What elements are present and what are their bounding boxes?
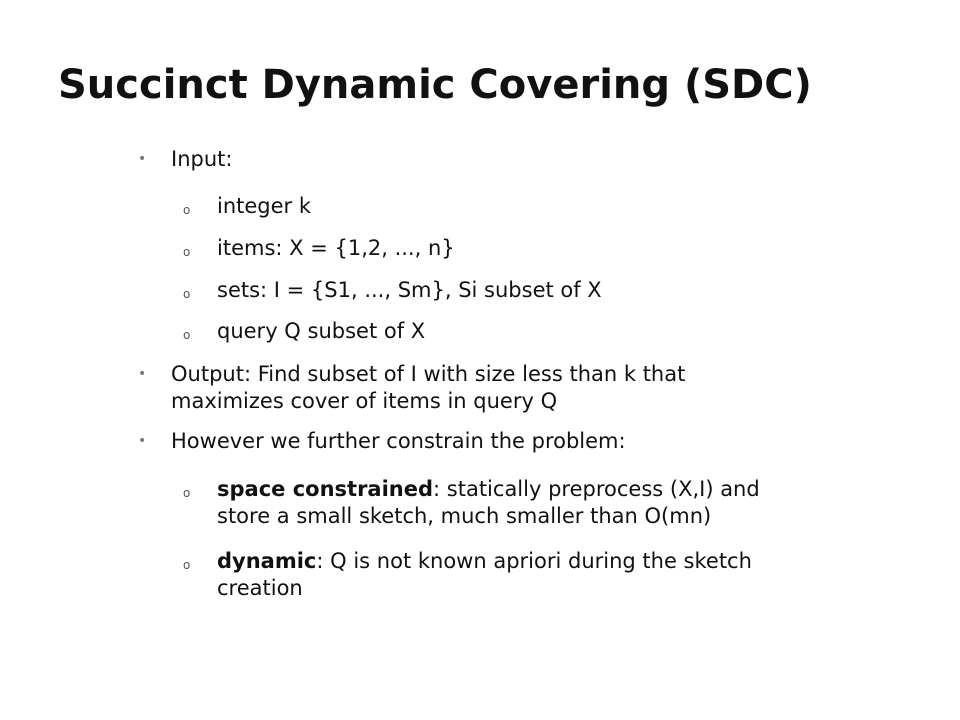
bullet-output-line1: Output: Find subset of I with size less than k that <box>171 362 686 386</box>
sub-bullet-dynamic <box>138 548 838 602</box>
sub-bullet-sets <box>138 277 838 304</box>
bullet-output <box>138 361 838 415</box>
dynamic-line2: creation <box>217 576 303 600</box>
sub-bullet-text: sets: I = {S1, ..., Sm}, Si subset of X <box>217 278 602 302</box>
sub-bullet-circle-icon: o <box>183 558 191 572</box>
space-constrained-line2: store a small sketch, much smaller than O(mn) <box>217 504 712 528</box>
sub-bullet-items <box>138 235 838 262</box>
bullet-however-text: However we further constrain the problem: <box>171 429 626 453</box>
slide-title: Succinct Dynamic Covering (SDC) <box>58 62 812 108</box>
sub-bullet-circle-icon: o <box>183 486 191 500</box>
sub-bullet-space-constrained <box>138 476 838 530</box>
sub-bullet-integer-k <box>138 193 838 220</box>
sub-bullet-circle-icon: o <box>183 203 191 217</box>
bullet-input <box>138 146 838 173</box>
dynamic-line1: : Q is not known apriori during the sketch <box>316 549 752 573</box>
bullet-dot-icon: • <box>138 151 147 167</box>
dynamic-term: dynamic <box>217 549 317 573</box>
bullet-dot-icon: • <box>138 366 147 382</box>
sub-bullet-circle-icon: o <box>183 328 191 342</box>
sub-bullet-circle-icon: o <box>183 245 191 259</box>
sub-bullet-circle-icon: o <box>183 287 191 301</box>
sub-bullet-text: query Q subset of X <box>217 319 426 343</box>
sub-bullet-text <box>217 476 838 530</box>
sub-bullet-query <box>138 318 838 345</box>
bullet-input-label: Input: <box>171 147 233 171</box>
space-constrained-term: space constrained <box>217 477 434 501</box>
bullet-output-line2: maximizes cover of items in query Q <box>171 389 558 413</box>
sub-bullet-text: integer k <box>217 194 312 218</box>
sub-bullet-text: items: X = {1,2, ..., n} <box>217 236 455 260</box>
space-constrained-line1: : statically preprocess (X,I) and <box>433 477 760 501</box>
sub-bullet-text <box>217 548 838 602</box>
bullet-however <box>138 428 838 455</box>
bullet-output-text <box>171 361 838 415</box>
bullet-dot-icon: • <box>138 433 147 449</box>
